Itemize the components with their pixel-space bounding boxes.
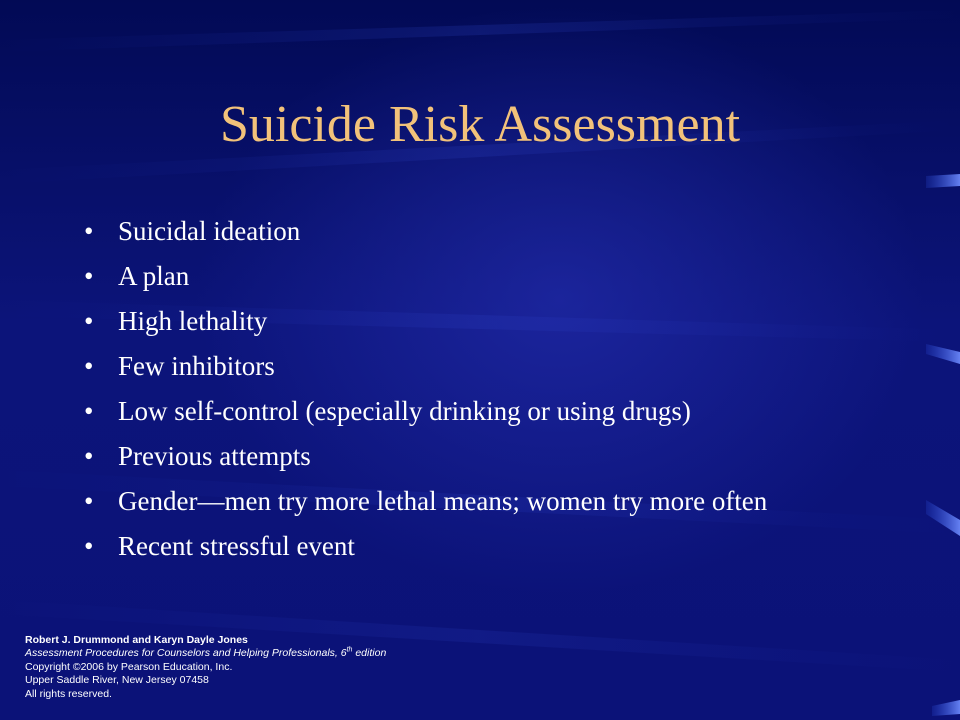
bullet-text: Suicidal ideation	[118, 216, 301, 246]
bullet-dot: •	[84, 306, 94, 336]
bullet-item	[84, 306, 824, 337]
bullet-dot: •	[84, 396, 94, 426]
footer-edition-word: edition	[352, 647, 387, 660]
footer-book-name: Assessment Procedures for Counselors and Helping Professionals, 6	[25, 647, 347, 660]
footer-edition-superscript: th	[346, 646, 353, 654]
bullet-item	[84, 216, 824, 247]
bullet-item	[84, 441, 824, 472]
bullet-dot: •	[84, 216, 94, 246]
bullet-text: Gender—men try more lethal means; women try more often	[118, 486, 768, 516]
slide-title: Suicide Risk Assessment	[219, 96, 741, 153]
bullet-dot: •	[84, 441, 94, 471]
bullet-text: A plan	[118, 261, 190, 291]
bullet-text: Recent stressful event	[118, 531, 355, 561]
footer-copyright: Copyright ©2006 by Pearson Education, Inc.	[25, 660, 233, 673]
bullet-item	[84, 531, 824, 562]
bullet-item	[84, 486, 824, 517]
bullet-text: Few inhibitors	[118, 351, 275, 381]
bullet-dot: •	[84, 486, 94, 516]
bullet-text: High lethality	[118, 306, 268, 336]
footer-rights: All rights reserved.	[25, 687, 112, 700]
footer-book-title	[25, 647, 545, 660]
bullet-item	[84, 261, 824, 292]
bullet-item	[84, 396, 824, 427]
bullet-dot: •	[84, 351, 94, 381]
bullet-dot: •	[84, 261, 94, 291]
bullet-list	[84, 216, 824, 576]
bullet-text: Low self-control (especially drinking or using drugs)	[118, 396, 691, 426]
bullet-item	[84, 351, 824, 382]
footer-address: Upper Saddle River, New Jersey 07458	[25, 674, 209, 687]
copyright-footer	[25, 634, 545, 701]
footer-authors: Robert J. Drummond and Karyn Dayle Jones	[25, 634, 248, 646]
bullet-text: Previous attempts	[118, 441, 311, 471]
bullet-dot: •	[84, 531, 94, 561]
